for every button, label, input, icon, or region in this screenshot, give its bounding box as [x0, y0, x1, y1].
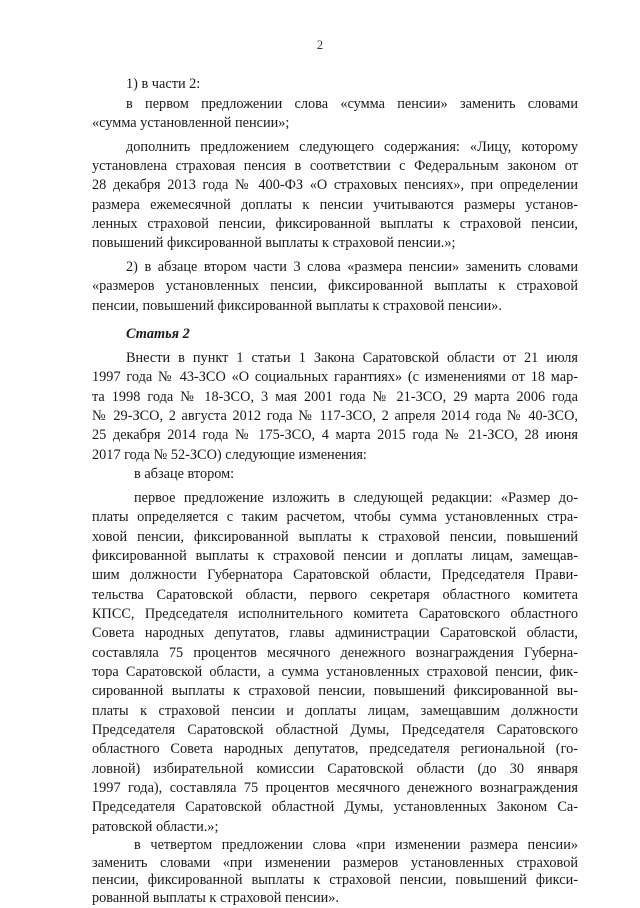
- paragraph-line: Внести в пункт 1 статьи 1 Закона Саратовской области от 21 июля: [126, 350, 578, 366]
- paragraph-line: шим должности Губернатора Саратовской области, Председателя Прави-: [92, 567, 578, 583]
- paragraph-line: тельства Саратовской области, первого секретаря областного комитета: [92, 587, 578, 603]
- paragraph-line: 2017 года № 52-ЗСО) следующие изменения:: [92, 447, 367, 463]
- paragraph-line: платы определяется с таким расчетом, чтобы сумма установленных стра-: [92, 509, 578, 525]
- paragraph-line: ловной) избирательной комиссии Саратовской области (до 30 января: [92, 761, 578, 777]
- paragraph-line: ховой пенсии, фиксированной выплаты к страховой пенсии, повышений: [92, 529, 578, 545]
- paragraph-line: размера ежемесячной доплаты к пенсии учитываются размеры установ-: [92, 197, 578, 213]
- paragraph-line: фиксированной выплаты к страховой пенсии и доплаты лицам, замещав-: [92, 548, 578, 564]
- paragraph-line: первое предложение изложить в следующей редакции: «Размер до-: [134, 490, 578, 506]
- paragraph-line: 28 декабря 2013 года № 400-ФЗ «О страховых пенсиях», при определении: [92, 177, 578, 193]
- paragraph-line: в абзаце втором:: [134, 466, 235, 482]
- paragraph-line: 1997 года № 43-ЗСО «О социальных гарантиях» (с изменениями от 18 мар-: [92, 369, 578, 385]
- article-2-heading: Статья 2: [126, 326, 190, 342]
- paragraph-line: тора Саратовской области, а сумма установленных страховой пенсии, фик-: [92, 664, 578, 680]
- item-1-heading: 1) в части 2:: [126, 76, 201, 92]
- paragraph-line: № 29-ЗСО, 2 августа 2012 года № 117-ЗСО, 2 апреля 2014 года № 40-ЗСО,: [92, 408, 578, 424]
- paragraph-line: заменить словами «при изменении размеров установленных страховой: [92, 854, 578, 871]
- paragraph-line: в первом предложении слова «сумма пенсии» заменить словами: [126, 96, 578, 112]
- paragraph-line: рованной выплаты к страховой пенсии».: [92, 889, 340, 906]
- paragraph-line: пенсии, повышений фиксированной выплаты к страховой пенсии».: [92, 298, 502, 314]
- paragraph-line: «сумма установленной пенсии»;: [92, 115, 290, 131]
- paragraph-line: 2) в абзаце втором части 3 слова «размера пенсии» заменить словами: [126, 259, 578, 275]
- paragraph-line: 25 декабря 2014 года № 175-ЗСО, 4 марта 2015 года № 21-ЗСО, 28 июня: [92, 427, 578, 443]
- paragraph-line: та 1998 года № 18-ЗСО, 3 мая 2001 года № 21-ЗСО, 29 марта 2006 года: [92, 389, 578, 405]
- page-number: 2: [316, 38, 324, 52]
- paragraph-line: сированной выплаты к страховой пенсии, повышений фиксированной вы-: [92, 683, 578, 699]
- paragraph-line: пенсии, фиксированной выплаты к страховой пенсии, повышений фикси-: [92, 872, 578, 888]
- paragraph-line: ленных страховой пенсии, фиксированной выплаты к страховой пенсии,: [92, 216, 578, 232]
- paragraph-line: 1997 года), составляла 75 процентов месячного денежного вознаграждения: [92, 780, 578, 796]
- paragraph-line: платы к страховой пенсии и доплаты лицам, замещавшим должности: [92, 703, 578, 719]
- paragraph-line: повышений фиксированной выплаты к страховой пенсии.»;: [92, 235, 456, 251]
- paragraph-line: Председателя Саратовской областной Думы, установленных Законом Са-: [92, 799, 578, 815]
- paragraph-line: дополнить предложением следующего содержания: «Лицу, которому: [126, 139, 578, 155]
- paragraph-line: составляла 75 процентов месячного денежного вознаграждения Губерна-: [92, 645, 578, 661]
- paragraph-line: Председателя Саратовской областной Думы, Председателя Саратовского: [92, 722, 578, 738]
- paragraph-line: установлена страховая пенсия в соответствии с Федеральным законом от: [92, 158, 578, 174]
- paragraph-line: областного Совета народных депутатов, председателя региональной (го-: [92, 741, 578, 757]
- paragraph-line: «размеров установленных пенсии, фиксированной выплаты к страховой: [92, 278, 578, 294]
- paragraph-line: ратовской области.»;: [92, 819, 219, 835]
- paragraph-line: КПСС, Председателя исполнительного комитета Саратовского областного: [92, 606, 578, 622]
- paragraph-line: Совета народных депутатов, главы администрации Саратовской области,: [92, 625, 578, 641]
- paragraph-line: в четвертом предложении слова «при изменении размера пенсии»: [134, 837, 578, 853]
